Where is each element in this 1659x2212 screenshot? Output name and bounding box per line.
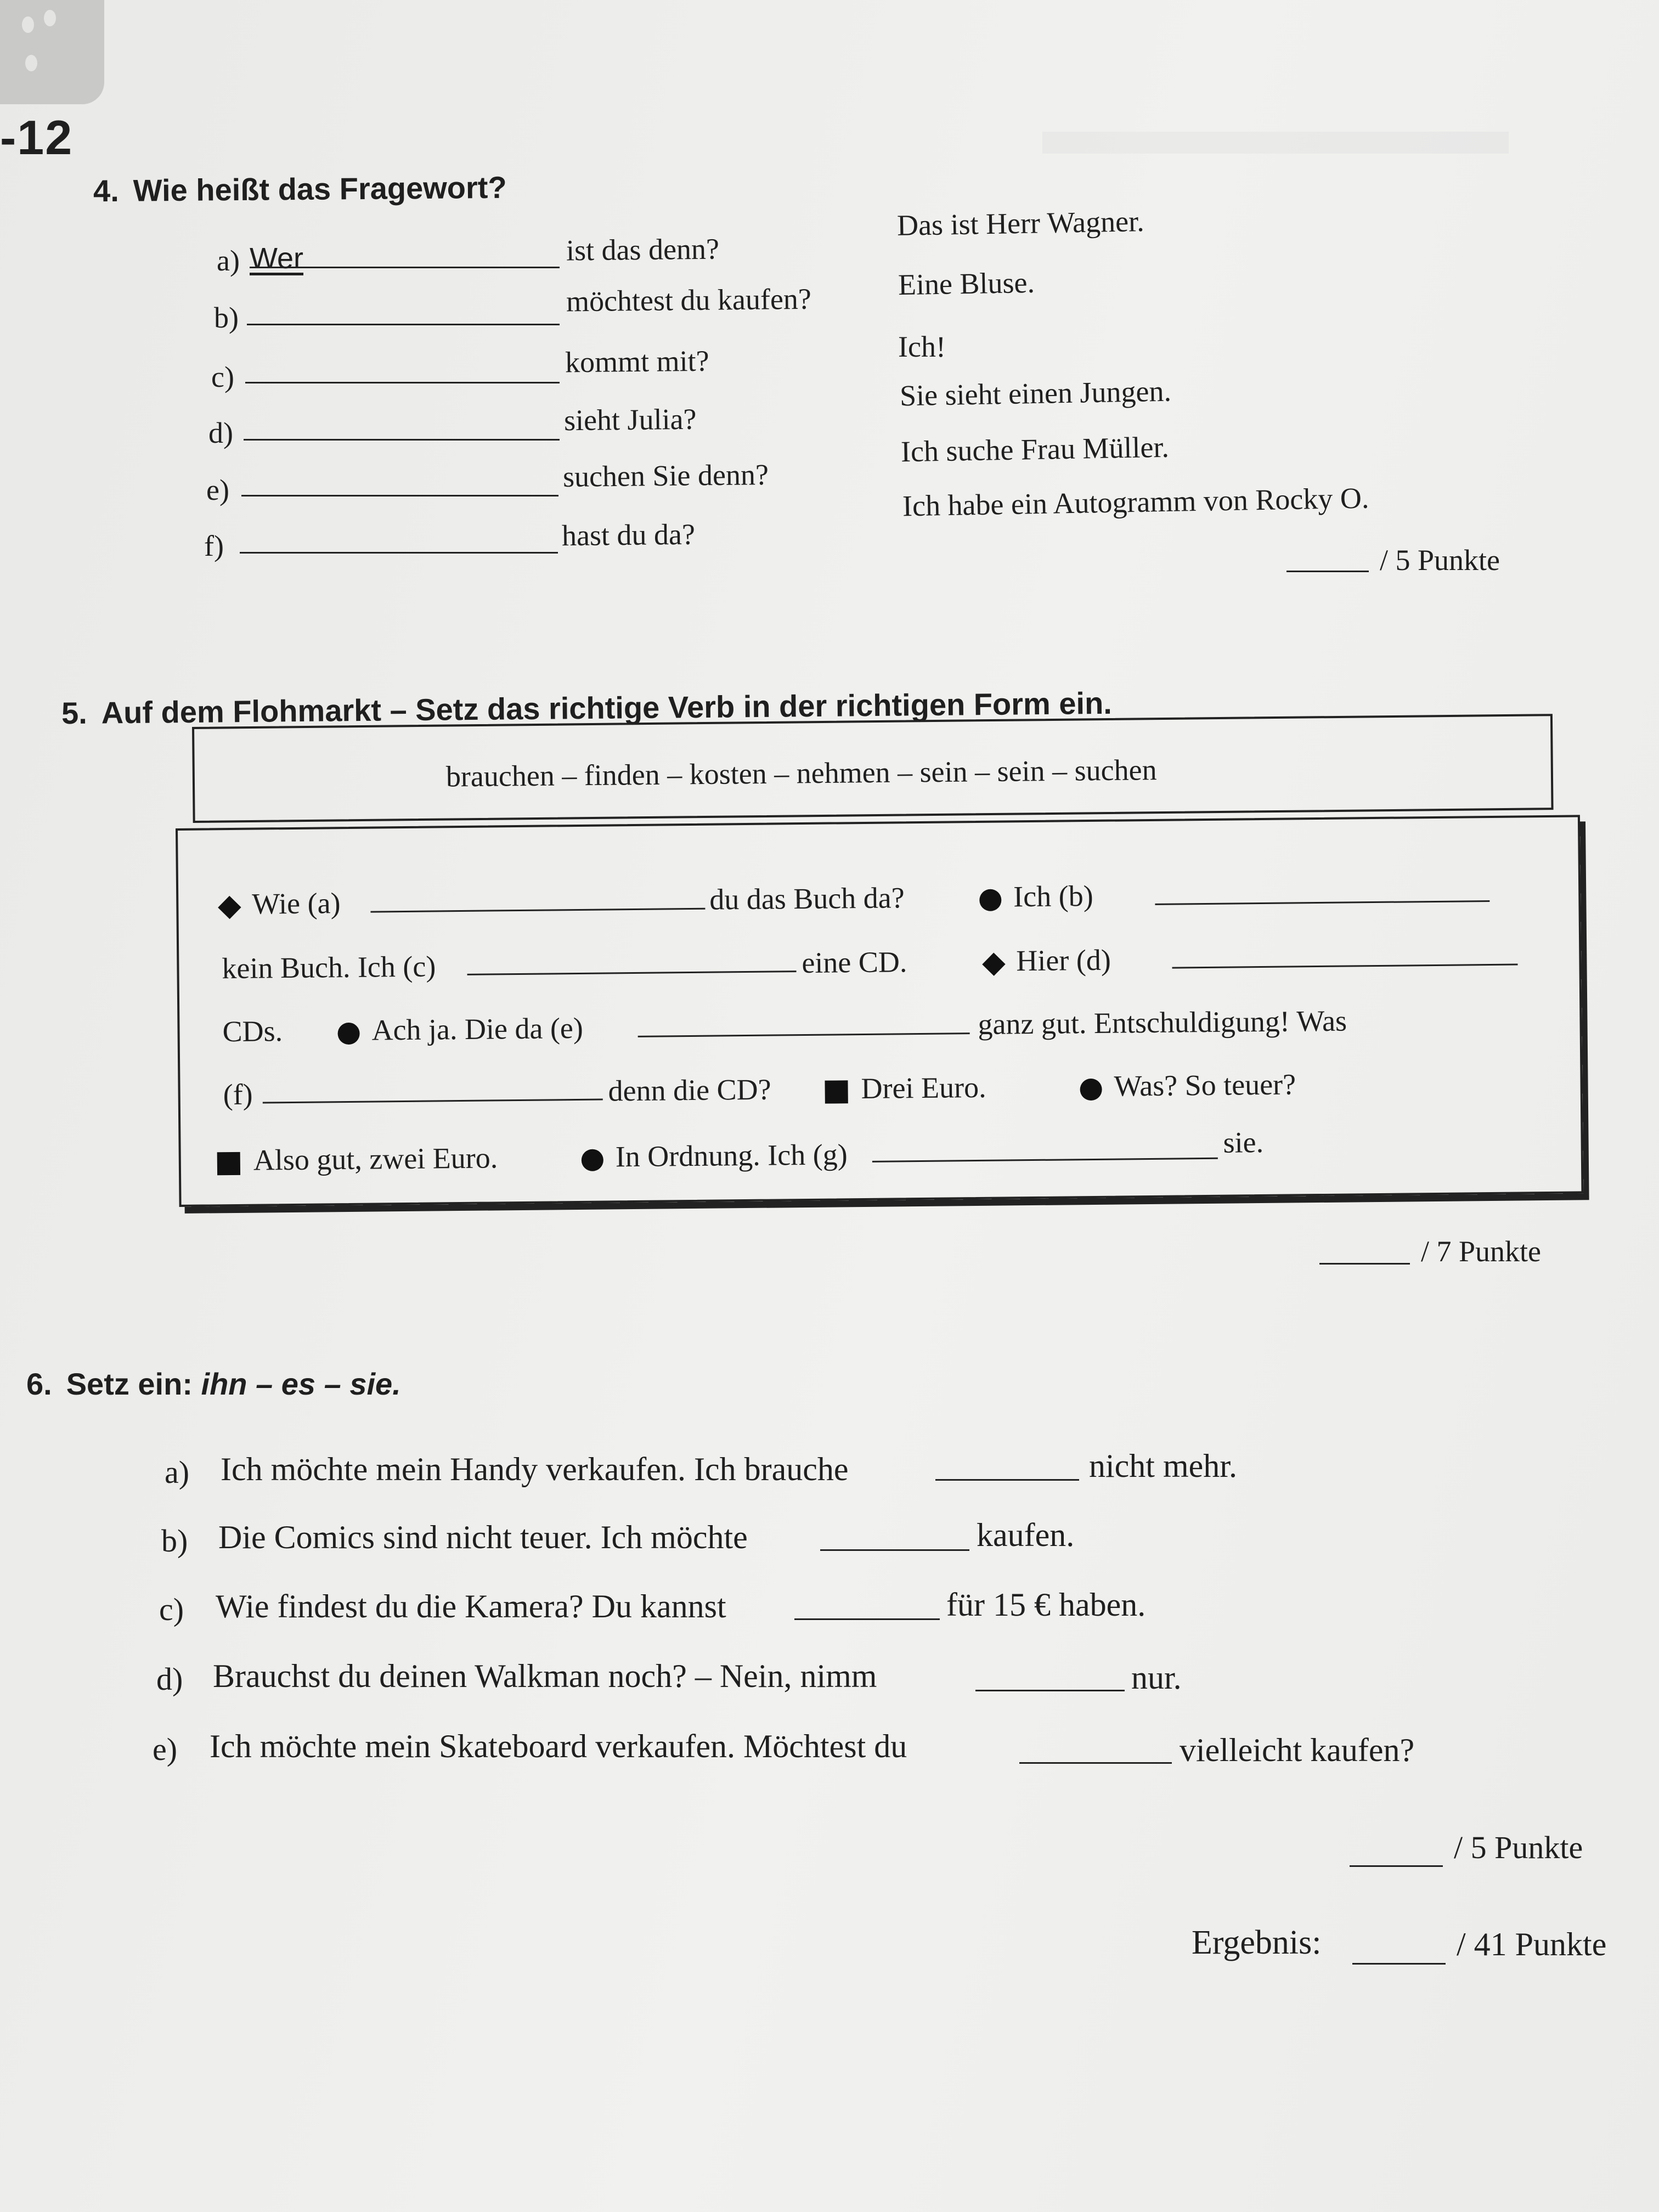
exercise-5-title: Auf dem Flohmarkt – Setz das richtige Verb in der richtigen Form ein. bbox=[101, 685, 1113, 730]
ex4-label-c: c) bbox=[211, 360, 234, 393]
dialog-blank-f[interactable] bbox=[263, 1099, 603, 1104]
ex6-text-before-a: Ich möchte mein Handy verkaufen. Ich brauche bbox=[221, 1451, 849, 1487]
ex4-reply-b: Eine Bluse. bbox=[898, 266, 1035, 302]
dialog-text-5c: sie. bbox=[1223, 1125, 1264, 1159]
diamond-icon bbox=[982, 952, 1005, 975]
dialog-text-3b: Ach ja. Die da (e) bbox=[371, 1011, 584, 1047]
ex6-blank-b[interactable] bbox=[820, 1549, 969, 1551]
circle-icon bbox=[1080, 1078, 1102, 1100]
ex4-score: / 5 Punkte bbox=[1380, 544, 1500, 577]
exercise-4-title: Wie heißt das Fragewort? bbox=[133, 170, 507, 208]
exercise-6-title-prefix: Setz ein: bbox=[66, 1367, 193, 1401]
dialog-blank-e[interactable] bbox=[638, 1032, 970, 1037]
dialog-blank-b[interactable] bbox=[1155, 900, 1489, 905]
dialog-blank-d[interactable] bbox=[1172, 964, 1518, 969]
ex5-score-blank[interactable] bbox=[1319, 1263, 1410, 1265]
dialog-text-2a: kein Buch. Ich (c) bbox=[222, 950, 436, 985]
dialog-text-5a: Also gut, zwei Euro. bbox=[253, 1141, 498, 1177]
dialog-text-4c: Drei Euro. bbox=[861, 1070, 986, 1105]
square-icon bbox=[217, 1152, 240, 1175]
ex4-reply-d: Sie sieht einen Jungen. bbox=[899, 374, 1172, 413]
ex6-text-after-a: nicht mehr. bbox=[1089, 1448, 1237, 1484]
exercise-6-title-words: ihn – es – sie. bbox=[201, 1367, 401, 1401]
ex4-question-d: sieht Julia? bbox=[563, 402, 697, 437]
dialog-blank-a[interactable] bbox=[370, 908, 705, 913]
ex5-score: / 7 Punkte bbox=[1421, 1235, 1542, 1268]
ex4-label-a: a) bbox=[217, 244, 240, 277]
ex6-text-before-c: Wie findest du die Kamera? Du kannst bbox=[216, 1588, 726, 1624]
dialog-text-4b: denn die CD? bbox=[608, 1073, 771, 1108]
circle-icon bbox=[582, 1149, 603, 1171]
flea-market-dialog-box bbox=[176, 815, 1584, 1207]
ex6-text-before-d: Brauchst du deinen Walkman noch? – Nein, nimm bbox=[213, 1658, 877, 1694]
dialog-line3-part2 bbox=[337, 1013, 583, 1045]
circle-icon bbox=[979, 889, 1001, 911]
ex6-text-after-b: kaufen. bbox=[977, 1517, 1075, 1553]
dialog-text-3a: CDs. bbox=[222, 1014, 283, 1048]
square-icon bbox=[825, 1080, 848, 1103]
ex6-blank-e[interactable] bbox=[1019, 1762, 1172, 1764]
dialog-line2-part3 bbox=[985, 945, 1111, 976]
ex4-label-d: d) bbox=[208, 416, 233, 449]
bleed-through-shadow bbox=[1042, 132, 1509, 154]
dialog-line5-part2 bbox=[582, 1139, 848, 1172]
ex4-label-b: b) bbox=[214, 301, 239, 334]
circle-icon bbox=[337, 1022, 359, 1044]
ex4-question-e: suchen Sie denn? bbox=[562, 458, 769, 493]
ex6-score-blank[interactable] bbox=[1350, 1865, 1443, 1867]
dialog-text-3c: ganz gut. Entschuldigung! Was bbox=[978, 1004, 1347, 1041]
ex4-question-a: ist das denn? bbox=[566, 232, 720, 267]
ex6-label-d: d) bbox=[156, 1661, 183, 1697]
diamond-icon bbox=[218, 895, 241, 918]
ex4-reply-a: Das ist Herr Wagner. bbox=[896, 205, 1145, 242]
corner-illustration bbox=[0, 0, 104, 104]
page-number: -12 bbox=[0, 110, 74, 165]
ex4-blank-f[interactable] bbox=[240, 552, 558, 554]
ex4-blank-e[interactable] bbox=[241, 495, 558, 496]
dialog-text-5b: In Ordnung. Ich (g) bbox=[615, 1138, 848, 1173]
exercise-4-number: 4. bbox=[93, 173, 119, 208]
ex4-reply-e: Ich suche Frau Müller. bbox=[900, 430, 1170, 469]
ex4-question-b: möchtest du kaufen? bbox=[566, 282, 812, 318]
ex6-score: / 5 Punkte bbox=[1454, 1830, 1583, 1865]
dialog-text-2b: eine CD. bbox=[802, 945, 907, 980]
dialog-line4-part3 bbox=[825, 1070, 986, 1105]
ex6-label-a: a) bbox=[165, 1454, 190, 1490]
ex4-score-blank[interactable] bbox=[1286, 571, 1369, 572]
result-label: Ergebnis: bbox=[1192, 1924, 1322, 1961]
exercise-6-number: 6. bbox=[26, 1367, 52, 1401]
ex6-text-after-c: für 15 € haben. bbox=[946, 1587, 1146, 1623]
ex6-label-c: c) bbox=[159, 1592, 184, 1627]
exercise-5-number: 5. bbox=[61, 695, 88, 731]
verb-word-list: brauchen – finden – kosten – nehmen – sein – sein – suchen bbox=[445, 753, 1157, 793]
exercise-6-heading bbox=[26, 1366, 401, 1402]
dialog-line4-part4 bbox=[1080, 1069, 1296, 1101]
ex4-reply-f: Ich habe ein Autogramm von Rocky O. bbox=[902, 481, 1369, 523]
ex6-text-after-e: vielleicht kaufen? bbox=[1180, 1732, 1415, 1768]
dialog-blank-c[interactable] bbox=[467, 970, 797, 975]
dialog-text-1c: Ich (b) bbox=[1013, 879, 1093, 913]
dialog-line5-part1 bbox=[217, 1143, 498, 1175]
ex4-blank-d[interactable] bbox=[244, 439, 560, 441]
dialog-text-4a: (f) bbox=[223, 1077, 253, 1111]
ex6-label-b: b) bbox=[161, 1523, 188, 1559]
ex4-label-f: f) bbox=[204, 529, 224, 562]
dialog-text-2c: Hier (d) bbox=[1016, 943, 1111, 978]
ex4-reply-c: Ich! bbox=[898, 330, 946, 363]
ex6-blank-c[interactable] bbox=[794, 1618, 940, 1620]
ex6-blank-d[interactable] bbox=[975, 1690, 1125, 1691]
dialog-blank-g[interactable] bbox=[872, 1158, 1218, 1163]
ex4-blank-c[interactable] bbox=[245, 382, 560, 383]
verb-word-box bbox=[192, 714, 1554, 823]
ex4-question-f: hast du da? bbox=[561, 517, 696, 552]
exercise-4-heading bbox=[93, 170, 507, 209]
ex6-text-before-e: Ich möchte mein Skateboard verkaufen. Möchtest du bbox=[210, 1728, 907, 1764]
ex6-text-before-b: Die Comics sind nicht teuer. Ich möchte bbox=[218, 1519, 748, 1555]
ex4-blank-a[interactable] bbox=[250, 267, 560, 268]
ex6-text-after-d: nur. bbox=[1131, 1660, 1182, 1696]
ex6-label-e: e) bbox=[153, 1731, 178, 1767]
dialog-text-4d: Was? So teuer? bbox=[1114, 1068, 1296, 1103]
dialog-line1-part1 bbox=[221, 888, 341, 919]
ex4-answer-a[interactable]: Wer bbox=[250, 242, 304, 275]
ex6-blank-a[interactable] bbox=[935, 1479, 1079, 1481]
ex4-blank-b[interactable] bbox=[247, 324, 560, 325]
dialog-text-1a: Wie (a) bbox=[252, 887, 341, 921]
result-total: / 41 Punkte bbox=[1457, 1926, 1607, 1962]
dialog-line1-part3 bbox=[979, 881, 1093, 912]
ex4-question-c: kommt mit? bbox=[565, 344, 709, 379]
ex4-label-e: e) bbox=[206, 473, 229, 506]
dialog-text-1b: du das Buch da? bbox=[709, 881, 905, 916]
result-blank[interactable] bbox=[1352, 1963, 1446, 1965]
